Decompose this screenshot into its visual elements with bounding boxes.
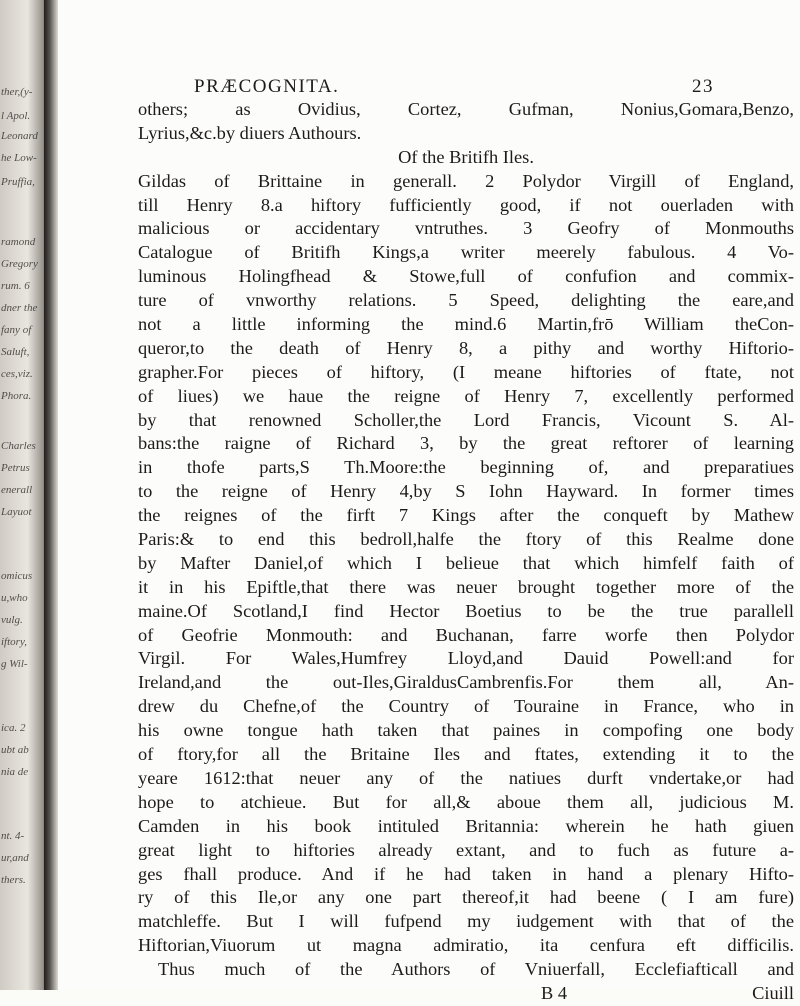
text-line: others; as Ovidius, Cortez, Gufman, Nonius,Gomara,Benzo, xyxy=(138,99,794,119)
margin-fragment: nt. 4- xyxy=(1,830,25,842)
text-line: matchleffe. But I will fufpend my iudgement with that of the xyxy=(138,911,794,932)
text-line: of liues) we haue the reigne of Henry 7, excellently performed xyxy=(138,385,794,406)
text-line: Catalogue of Britifh Kings,a writer meerely fabulous. 4 Vo- xyxy=(138,242,794,263)
catchline xyxy=(138,982,794,1006)
margin-fragment: he Low- xyxy=(1,152,37,164)
margin-fragment: Gregory xyxy=(1,258,38,270)
margin-fragment: Leonard xyxy=(1,130,38,142)
margin-fragment: l Apol. xyxy=(1,110,31,122)
text-line: bans:the raigne of Richard 3, by the great reftorer of learning xyxy=(138,433,794,454)
margin-fragment: Phora. xyxy=(1,390,32,402)
text-line: to the reigne of Henry 4,by S Iohn Hayward. In former times xyxy=(138,481,794,502)
text-line: in thofe parts,S Th.Moore:the beginning of, and preparatiues xyxy=(138,457,794,478)
margin-fragment: ur,and xyxy=(1,852,29,864)
margin-fragment: thers. xyxy=(1,874,26,886)
text-line: Hiftorian,Viuorum ut magna admiratio, ita cenfura eft difficilis. xyxy=(138,935,794,956)
text-line: yeare 1612:that neuer any of the natiues durft vndertake,or had xyxy=(138,767,794,788)
margin-fragment: vulg. xyxy=(1,614,23,626)
margin-fragment: omicus xyxy=(1,570,33,582)
text-line: drew du Chefne,of the Country of Touraine in France, who in xyxy=(138,696,794,717)
running-title: PRÆCOGNITA. xyxy=(194,76,340,97)
margin-fragment: enerall xyxy=(1,484,33,496)
gutter-previous-page xyxy=(0,0,50,990)
text-line: Virgil. For Wales,Humfrey Lloyd,and Dauid Powell:and for xyxy=(138,648,794,669)
margin-fragment: ramond xyxy=(1,236,36,248)
margin-fragment: ther,(y- xyxy=(1,86,33,98)
margin-fragment: dner the xyxy=(1,302,38,314)
text-line: of Geofrie Monmouth: and Buchanan, farre worfe then Polydor xyxy=(138,624,794,645)
margin-fragment: Charles xyxy=(1,440,36,452)
margin-fragment: u,who xyxy=(1,592,28,604)
margin-fragment: Petrus xyxy=(1,462,30,474)
text-line: luminous Holingfhead & Stowe,full of confufion and commix- xyxy=(138,266,794,287)
body-text xyxy=(138,98,794,1006)
text-line: till Henry 8.a hiftory fufficiently good, if not ouerladen with xyxy=(138,194,794,215)
text-line: by that renowned Scholler,the Lord Francis, Vicount S. Al- xyxy=(138,409,794,430)
margin-fragment: Saluft, xyxy=(1,346,30,358)
margin-fragment: iftory, xyxy=(1,636,27,648)
page-number: 23 xyxy=(692,76,714,97)
text-line: ges fhall produce. And if he had taken in hand a plenary Hifto- xyxy=(138,863,794,884)
book-page xyxy=(58,0,800,1003)
binding-fold xyxy=(44,0,58,990)
text-line: malicious or accidentary vntruthes. 3 Geofry of Monmouths xyxy=(138,218,794,239)
margin-fragment: rum. 6 xyxy=(1,280,30,292)
signature-mark: B 4 xyxy=(541,982,568,1003)
text-line: queror,to the death of Henry 8, a pithy and worthy Hiftorio- xyxy=(138,337,794,358)
text-line: ture of vnworthy relations. 5 Speed, delighting the eare,and xyxy=(138,290,794,311)
text-line: Ireland,and the out-Iles,GiraldusCambrenfis.For them all, An- xyxy=(138,672,794,693)
text-line: Gildas of Brittaine in generall. 2 Polydor Virgill of England, xyxy=(138,170,794,191)
text-line: great light to hiftories already extant, and to fuch as future a- xyxy=(138,839,794,860)
text-line: hope to atchieue. But for all,& aboue them all, judicious M. xyxy=(138,791,794,812)
margin-fragment: nia de xyxy=(1,766,29,778)
text-line: Lyrius,&c.by diuers Authours. xyxy=(138,122,362,143)
bleed-through-margin-notes xyxy=(0,0,40,990)
text-line: Camden in his book intituled Britannia: wherein he hath giuen xyxy=(138,815,794,836)
catchword: Ciuill xyxy=(752,982,794,1003)
text-line: Thus much of the Authors of Vniuerfall, Ecclefiafticall and xyxy=(158,959,794,980)
margin-fragment: ces,viz. xyxy=(1,368,33,380)
text-line: of ftory,for all the Britaine Iles and ftates, extending it to the xyxy=(138,744,794,765)
text-line: ry of this Ile,or any one part thereof,it had beene ( I am fure) xyxy=(138,887,794,908)
text-line: not a little informing the mind.6 Martin,frō William theCon- xyxy=(138,314,794,335)
text-line: maine.Of Scotland,I find Hector Boetius to be the true parallell xyxy=(138,600,794,621)
margin-fragment: g Wil- xyxy=(1,658,28,670)
section-heading: Of the Britifh Iles. xyxy=(398,146,534,167)
margin-fragment: ica. 2 xyxy=(1,722,26,734)
text-line: grapher.For pieces of hiftory, (I meane hiftories of ftate, not xyxy=(138,361,794,382)
margin-fragment: fany of xyxy=(1,324,32,336)
margin-fragment: Layuot xyxy=(1,506,32,518)
text-line: Paris:& to end this bedroll,halfe the ftory of this Realme done xyxy=(138,529,794,550)
text-line: the reignes of the firft 7 Kings after the conqueft by Mathew xyxy=(138,505,794,526)
margin-fragment: Pruffia, xyxy=(1,176,35,188)
margin-fragment: ubt ab xyxy=(1,744,29,756)
text-line: it in his Epiftle,that there was neuer brought together more of the xyxy=(138,576,794,597)
text-line: by Mafter Daniel,of which I belieue that which himfelf faith of xyxy=(138,552,794,573)
text-line: his owne tongue hath taken that paines in compofing one body xyxy=(138,720,794,741)
